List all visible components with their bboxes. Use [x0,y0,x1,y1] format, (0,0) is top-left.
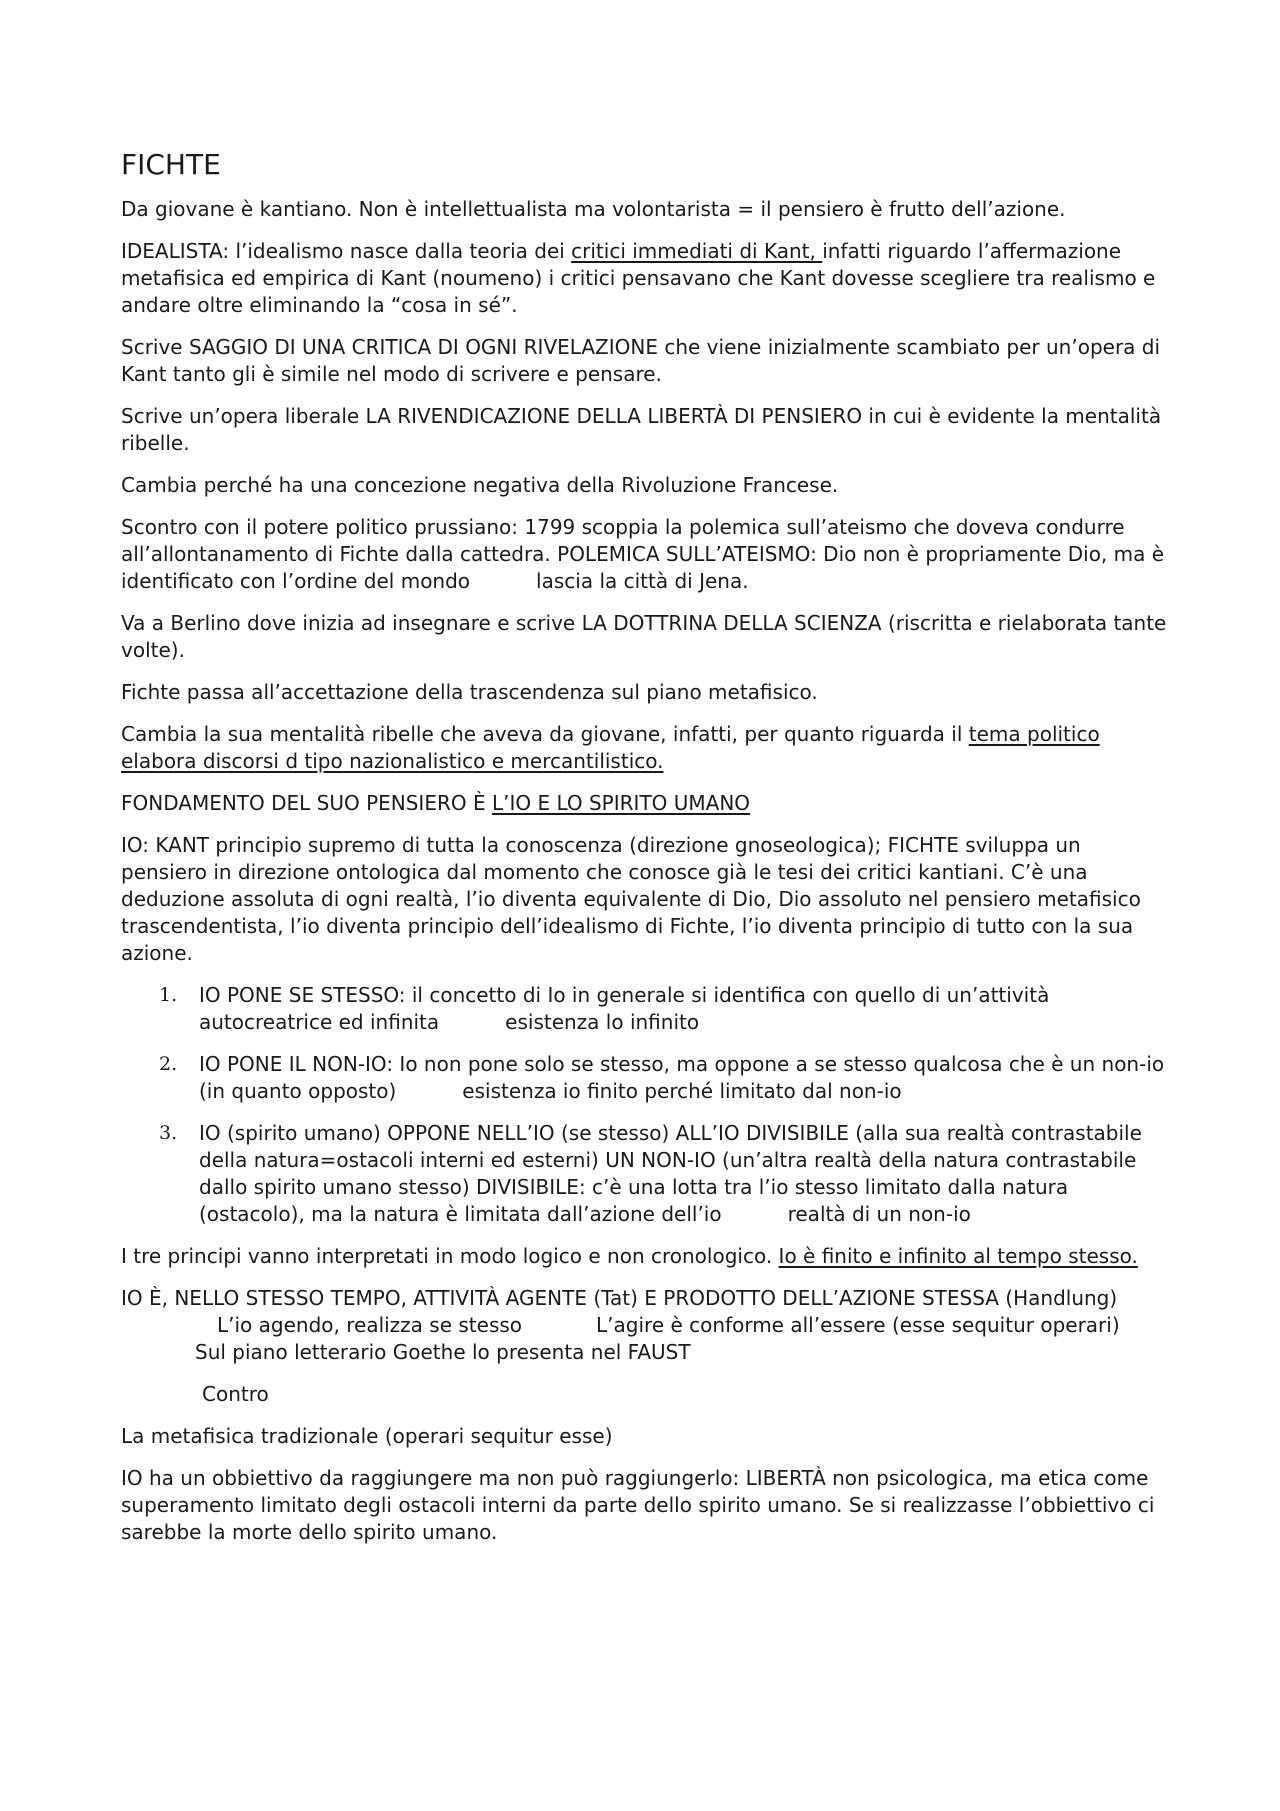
text-segment: I tre principi vanno interpretati in modo logico e non cronologico. [121,1244,779,1268]
text-segment: IO PONE SE STESSO: il concetto di Io in generale si identifica con quello di un’attività autocreatrice ed infinita [199,983,1050,1034]
paragraph-obbiettivo: IO ha un obbiettivo da raggiungere ma non può raggiungerlo: LIBERTÀ non psicologica, ma etica come superamento limitato degli ostacoli interni da parte dello spirito umano. Se si realizzasse l’obbiettivo ci sarebbe la morte dello spirito umano. [121,1466,1155,1544]
paragraph-saggio: Scrive SAGGIO DI UNA CRITICA DI OGNI RIVELAZIONE che viene inizialmente scambiato per un’opera di Kant tanto gli è simile nel modo di scrivere e pensare. [121,335,1161,386]
paragraph-mentalita [121,721,1171,775]
principles-list [121,982,1171,1228]
underlined-text: L’IO E LO SPIRITO UMANO [491,791,751,815]
paragraph-trascendenza: Fichte passa all’accettazione della trascendenza sul piano metafisico. [121,680,818,704]
list-number: 1. [159,984,178,1006]
paragraph-berlino: Va a Berlino dove inizia ad insegnare e scrive LA DOTTRINA DELLA SCIENZA (riscritta e rielaborata tante volte). [121,611,1167,662]
text-segment: IO (spirito umano) OPPONE NELL’IO (se stesso) ALL’IO DIVISIBILE (alla sua realtà contrastabile della natura=ostacoli interni ed esterni) UN NON-IO (un’altra realtà della natura contrastabile dallo spirito umano stesso) DIVISIBILE: c’è una lotta tra l’io stesso limitato dalla natura (ostacolo), ma la natura è limitata dall’azione dell’io [199,1121,1142,1226]
text-segment: Cambia la sua mentalità ribelle che aveva da giovane, infatti, per quanto riguarda il [121,722,969,746]
text-segment: IO È, NELLO STESSO TEMPO, ATTIVITÀ AGENTE (Tat) E PRODOTTO DELL’AZIONE STESSA (Handlung) [121,1286,1118,1310]
paragraph-metafisica: La metafisica tradizionale (operari sequitur esse) [121,1424,613,1448]
underlined-text: critici immediati di Kant, [571,239,823,263]
paragraph-contro: Contro [202,1382,269,1406]
text-segment: Sul piano letterario Goethe lo presenta nel FAUST [195,1340,691,1364]
paragraph-fondamento [121,790,1171,817]
list-number: 2. [159,1053,178,1075]
list-item [121,1051,1171,1105]
underlined-text: Io è finito e infinito al tempo stesso. [778,1244,1138,1268]
list-item [121,982,1171,1036]
underlined-text: tema politico elabora discorsi d tipo nazionalistico e mercantilistico. [121,722,1100,773]
paragraph-idealista [121,238,1171,319]
text-segment: lascia la città di Jena. [536,569,749,593]
text-segment: IO PONE IL NON-IO: Io non pone solo se stesso, ma oppone a se stesso qualcosa che è un non-io (in quanto opposto) [199,1052,1165,1103]
paragraph-io-attivita [121,1285,1171,1366]
list-item [121,1120,1171,1228]
text-segment: infatti riguardo l’affermazione metafisica ed empirica di Kant (noumeno) i critici pensavano che Kant dovesse scegliere tra realismo e andare oltre eliminando la “cosa in sé”. [121,239,1156,317]
text-segment: esistenza io finito perché limitato dal non-io [462,1079,902,1103]
text-segment: L’agire è conforme all’essere (esse sequitur operari) [596,1313,1120,1337]
text-segment: FONDAMENTO DEL SUO PENSIERO È [121,791,492,815]
text-segment: L’io agendo, realizza se stesso [217,1313,523,1337]
paragraph-tre-principi [121,1243,1171,1270]
text-segment: IDEALISTA: l’idealismo nasce dalla teoria dei [121,239,572,263]
paragraph-polemica [121,514,1171,595]
text-segment: esistenza lo infinito [505,1010,700,1034]
paragraph-rivoluzione: Cambia perché ha una concezione negativa della Rivoluzione Francese. [121,473,839,497]
paragraph-rivendicazione: Scrive un’opera liberale LA RIVENDICAZIONE DELLA LIBERTÀ DI PENSIERO in cui è evidente la mentalità ribelle. [121,404,1162,455]
paragraph-intro: Da giovane è kantiano. Non è intellettualista ma volontarista = il pensiero è frutto dell’azione. [121,197,1066,221]
page-title: FICHTE [121,148,221,181]
paragraph-io-kant: IO: KANT principio supremo di tutta la conoscenza (direzione gnoseologica); FICHTE sviluppa un pensiero in direzione ontologica dal momento che conosce già le tesi dei critici kantiani. C’è una deduzione assoluta di ogni realtà, l’io diventa equivalente di Dio, Dio assoluto nel pensiero metafisico trascendentista, l’io diventa principio dell’idealismo di Fichte, l’io diventa principio di tutto con la sua azione. [121,833,1141,965]
text-segment: realtà di un non-io [787,1202,971,1226]
text-segment: Scontro con il potere politico prussiano: 1799 scoppia la polemica sull’ateismo che doveva condurre all’allontanamento di Fichte dalla cattedra. POLEMICA SULL’ATEISMO: Dio non è propriamente Dio, ma è identificato con l’ordine del mondo [121,515,1165,593]
list-number: 3. [159,1122,178,1144]
document-body [121,148,1171,1561]
